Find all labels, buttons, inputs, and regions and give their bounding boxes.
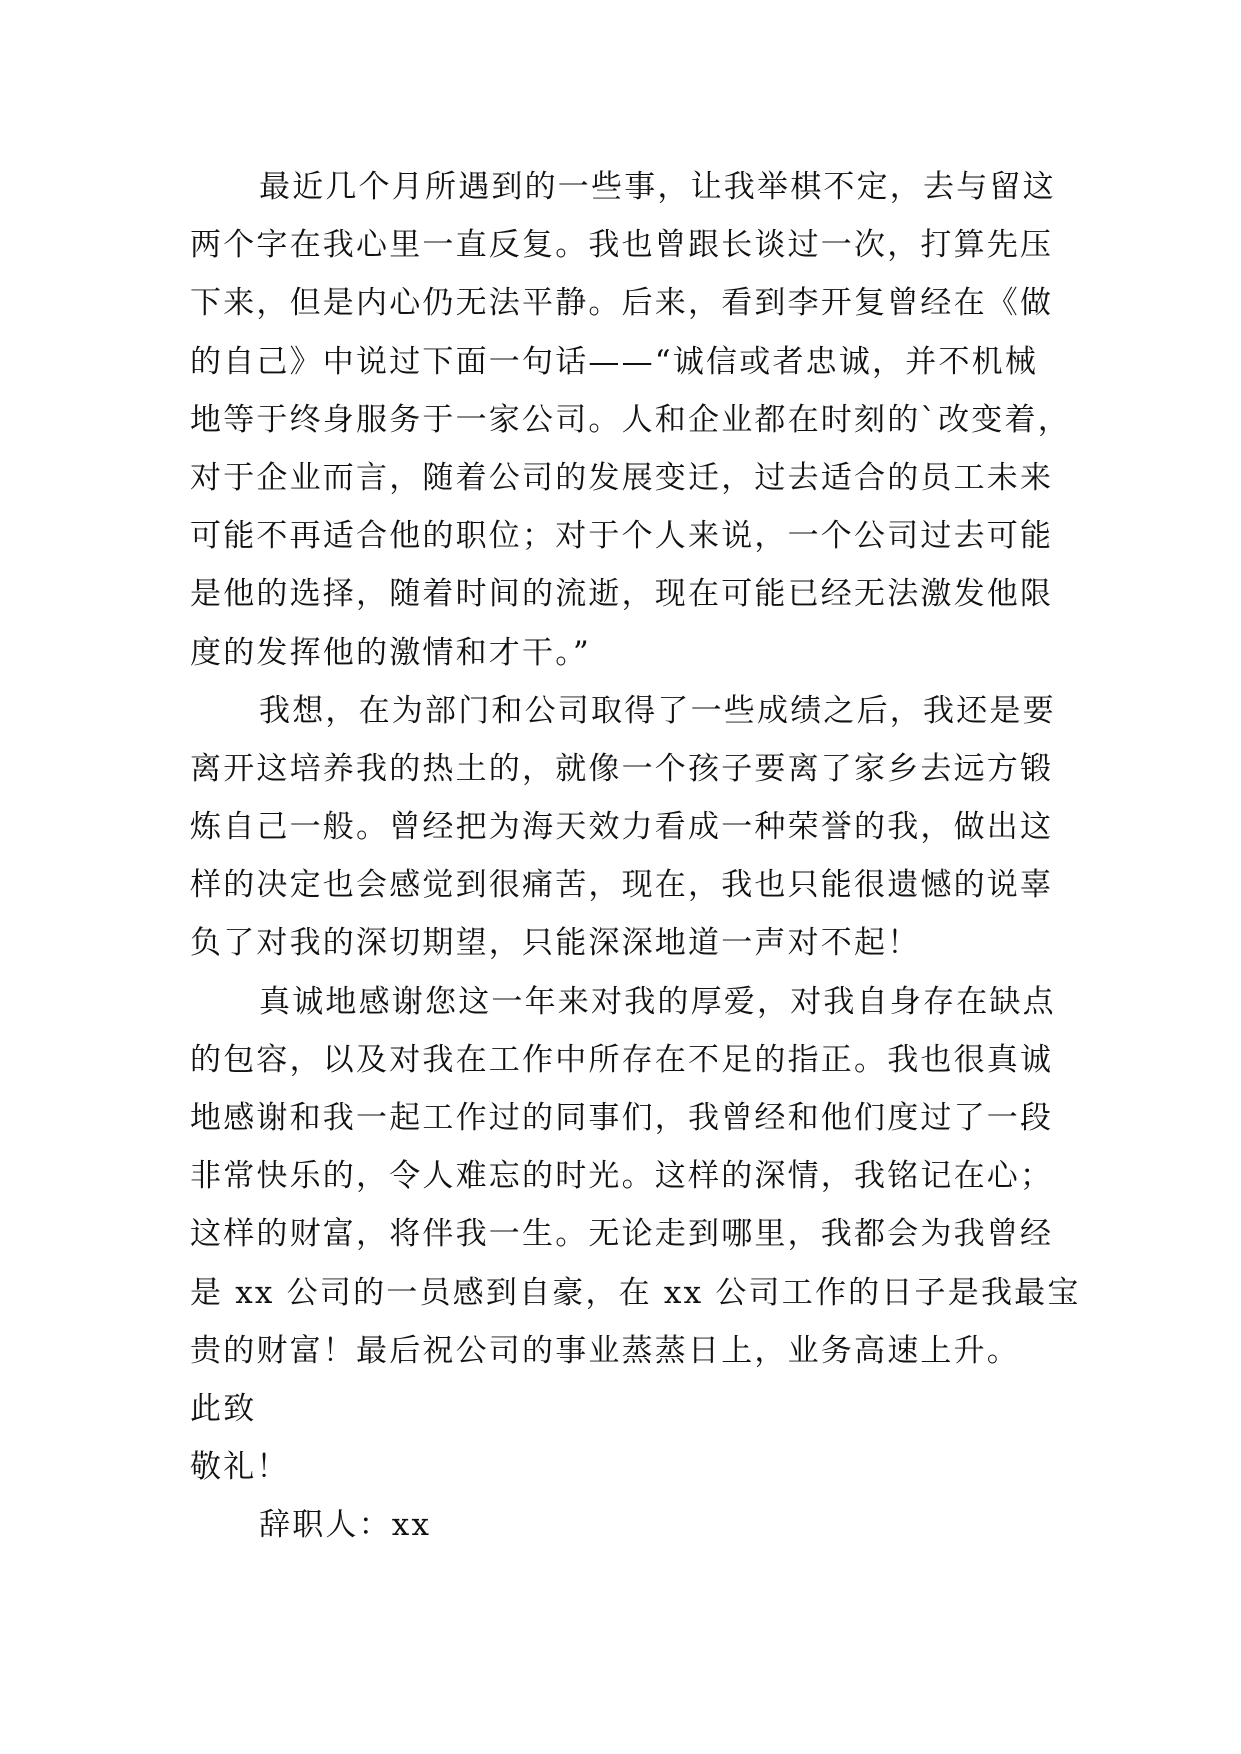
paragraph-3-line-3: 地感谢和我一起工作过的同事们，我曾经和他们度过了一段 [190,1100,1054,1136]
paragraph-3-line-4: 非常快乐的，令人难忘的时光。这样的深情，我铭记在心； [190,1158,1054,1195]
paragraph-1-line-5: 地等于终身服务于一家公司。人和企业都在时刻的`改变着， [190,401,1071,438]
paragraph-1-line-7: 可能不再适合他的职位；对于个人来说，一个公司过去可能 [190,518,1054,555]
paragraph-2-line-4: 样的决定也会感觉到很痛苦，现在，我也只能很遗憾的说辜 [190,867,1054,904]
paragraph-2-line-2: 离开这培养我的热土的，就像一个孩子要离了家乡去远方锻 [190,750,1054,787]
paragraph-1-line-4: 的自己》中说过下面一句话——“诚信或者忠诚，并不机械 [190,343,1039,380]
paragraph-1-line-8: 是他的选择，随着时间的流逝，现在可能已经无法激发他限 [190,576,1054,613]
paragraph-2-line-3: 炼自己一般。曾经把为海天效力看成一种荣誉的我，做出这 [190,809,1054,846]
paragraph-1-line-9: 度的发挥他的激情和才干。” [190,634,591,671]
paragraph-1-line-2: 两个字在我心里一直反复。我也曾跟长谈过一次，打算先压 [190,227,1054,264]
paragraph-3-line-2: 的包容，以及对我在工作中所存在不足的指正。我也很真诚 [190,1041,1054,1078]
closing-salutation: 此致 [190,1390,257,1427]
closing-respect: 敬礼！ [190,1449,290,1486]
paragraph-3-line-6: 是 xx 公司的一员感到自豪，在 xx 公司工作的日子是我最宝 [190,1274,1081,1311]
paragraph-1-line-1: 最近几个月所遇到的一些事，让我举棋不定，去与留这 [259,169,1056,205]
letter-body [190,158,1081,1555]
paragraph-3-line-5: 这样的财富，将伴我一生。无论走到哪里，我都会为我曾经 [190,1216,1054,1253]
paragraph-1-line-6: 对于企业而言，随着公司的发展变迁，过去适合的员工未来 [190,459,1054,496]
signature-line: 辞职人：xx [259,1507,432,1544]
paragraph-2-line-1: 我想，在为部门和公司取得了一些成绩之后，我还是要 [259,692,1056,729]
paragraph-1-line-3: 下来，但是内心仍无法平静。后来，看到李开复曾经在《做 [190,285,1054,322]
paragraph-2-line-5: 负了对我的深切期望，只能深深地道一声对不起！ [190,925,921,962]
paragraph-3-line-7: 贵的财富！最后祝公司的事业蒸蒸日上，业务高速上升。 [190,1332,1020,1369]
paragraph-3-line-1: 真诚地感谢您这一年来对我的厚爱，对我自身存在缺点 [259,983,1056,1020]
